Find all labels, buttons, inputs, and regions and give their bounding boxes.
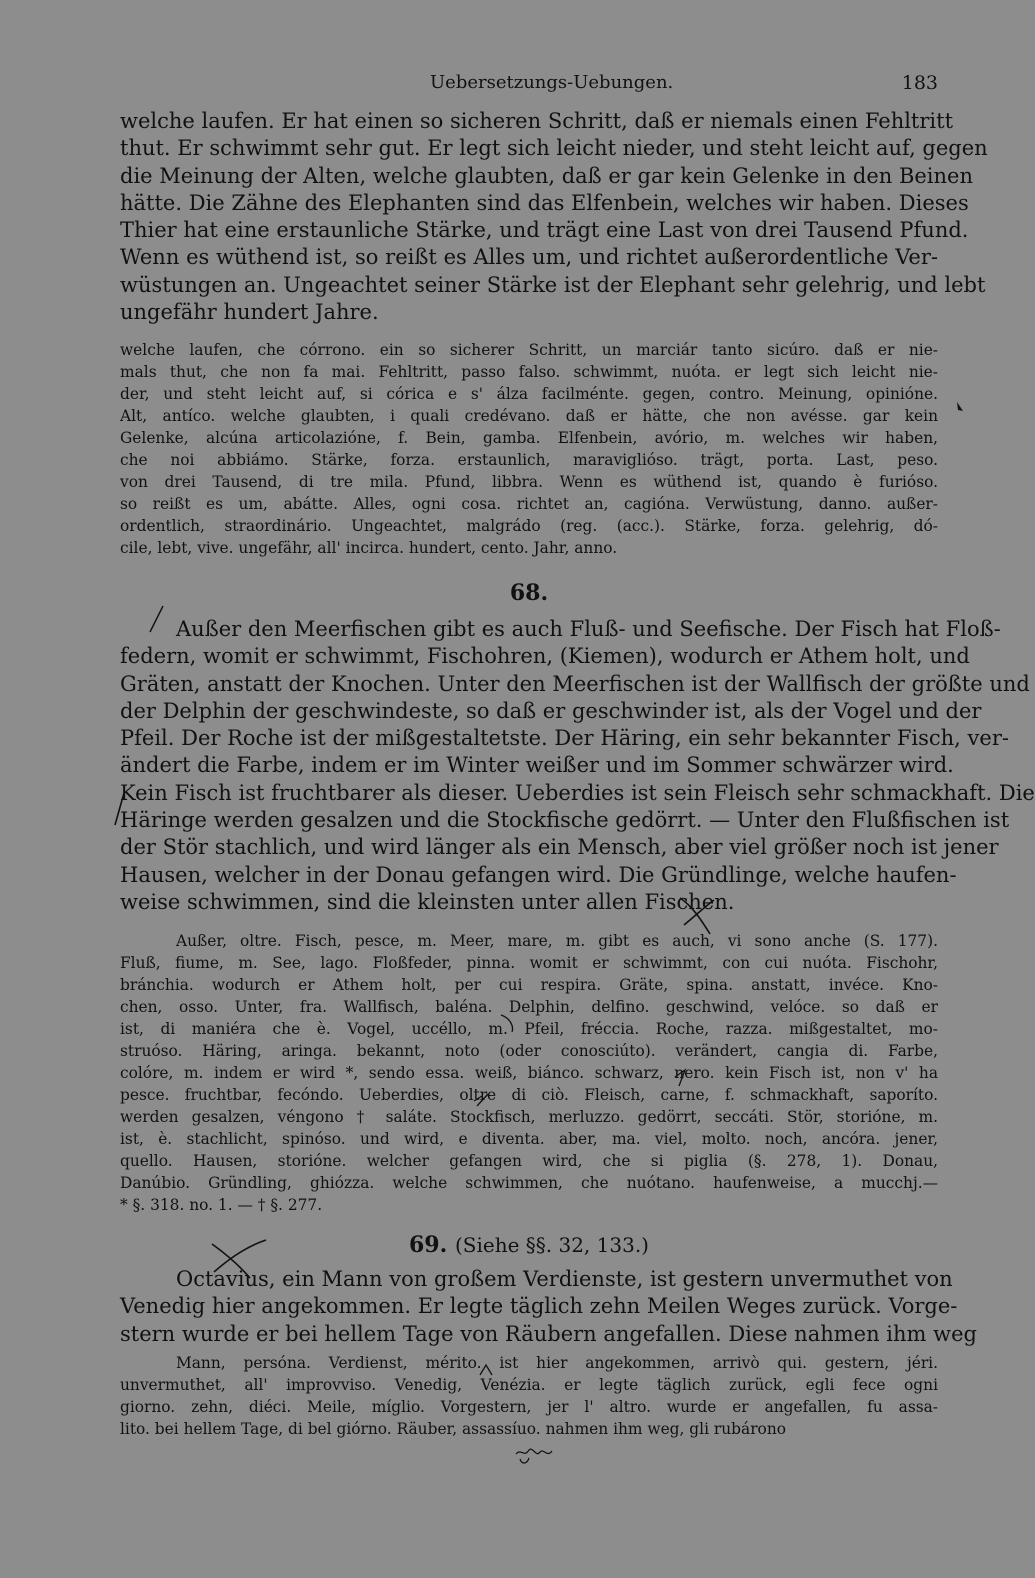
note-line: unvermuthet, all' improvviso. Venedig, Venézia. er legte täglich zurück, egli fece ogni — [120, 1376, 938, 1394]
note-line: ordentlich, straordinário. Ungeachtet, malgrádo (reg. (acc.). Stärke, forza. gelehrig, dó- — [120, 517, 938, 535]
text-line: weise schwimmen, sind die kleinsten unter allen Fischen. — [120, 889, 735, 914]
text-line: welche laufen. Er hat einen so sicheren Schritt, daß er niemals einen Fehltritt — [120, 109, 954, 133]
text-line: thut. Er schwimmt sehr gut. Er legt sich leicht nieder, und steht leicht auf, gegen — [120, 136, 988, 161]
section-number: 69. — [409, 1232, 448, 1258]
text-line: Thier hat eine erstaunliche Stärke, und trägt eine Last von drei Tausend Pfund. — [120, 218, 969, 243]
note-line: Gelenke, alcúna articolazióne, f. Bein, gamba. Elfenbein, avório, m. welches wir haben, — [120, 429, 938, 447]
text-line: stern wurde er bei hellem Tage von Räubern angefallen. Diese nahmen ihm weg — [120, 1321, 977, 1346]
text-line: wüstungen an. Ungeachtet seiner Stärke ist der Elephant sehr gelehrig, und lebt — [120, 272, 986, 297]
text-line: ändert die Farbe, indem er im Winter weißer und im Sommer schwärzer wird. — [120, 753, 954, 778]
note-line: welche laufen, che córrono. ein so sicherer Schritt, un marciár tanto sicúro. daß er nie- — [120, 341, 938, 359]
note-line: ist, di maniéra che è. Vogel, uccéllo, m. Pfeil, fréccia. Roche, razza. mißgestaltet, mo- — [120, 1020, 938, 1038]
text-line: Außer den Meerfischen gibt es auch Fluß- und Seefische. Der Fisch hat Floß- — [176, 617, 1001, 641]
text-line: Häringe werden gesalzen und die Stockfische gedörrt. — Unter den Flußfischen ist — [120, 808, 1010, 833]
running-header — [120, 72, 938, 102]
exercise-69-vocabulary-notes — [120, 1352, 938, 1440]
note-line: von drei Tausend, di tre mila. Pfund, libbra. Wenn es wüthend ist, quando è furióso. — [120, 473, 938, 491]
note-line: lito. bei hellem Tage, di bel giórno. Räuber, assassíuo. nahmen ihm weg, gli rubárono — [120, 1420, 786, 1438]
page-number: 183 — [901, 72, 938, 94]
text-line: Gräten, anstatt der Knochen. Unter den Meerfischen ist der Wallfisch der größte und — [120, 671, 1030, 696]
note-line: * §. 318. no. 1. — † §. 277. — [120, 1196, 323, 1214]
note-line: Außer, oltre. Fisch, pesce, m. Meer, mare, m. gibt es auch, vi sono anche (S. 177). — [176, 932, 938, 950]
note-line: mals thut, che non fa mai. Fehltritt, passo falso. schwimmt, nuóta. er legt sich leicht nie- — [120, 363, 938, 381]
note-line: der, und steht leicht auf, si córica e s' álza facilménte. gegen, contro. Meinung, opinióne. — [120, 385, 938, 403]
note-line: Alt, antíco. welche glaubten, i quali credévano. daß er hätte, che non avésse. gar kein — [120, 407, 938, 425]
note-line: werden gesalzen, véngono † saláte. Stockfisch, merluzzo. gedörrt, seccáti. Stör, storióne, m. — [120, 1108, 938, 1126]
section-69-heading — [120, 1230, 938, 1260]
text-line: federn, womit er schwimmt, Fischohren, (Kiemen), wodurch er Athem holt, und — [120, 644, 970, 669]
note-line: bránchia. wodurch er Athem holt, per cui respira. Gräte, spina. anstatt, invéce. Kno- — [120, 976, 938, 994]
text-line: Pfeil. Der Roche ist der mißgestaltetste. Der Häring, ein sehr bekannter Fisch, ver- — [120, 726, 1009, 751]
text-line: die Meinung der Alten, welche glaubten, daß er gar kein Gelenke in den Beinen — [120, 163, 974, 188]
note-line: pesce. fruchtbar, fecóndo. Ueberdies, oltre di ciò. Fleisch, carne, f. schmackhaft, saporíto. — [120, 1086, 938, 1104]
text-line: ungefähr hundert Jahre. — [120, 300, 379, 325]
note-line: chen, osso. Unter, fra. Wallfisch, baléna. Delphin, delfino. geschwind, velóce. so daß er — [120, 998, 938, 1016]
note-line: cile, lebt, vive. ungefähr, all' incirca. hundert, cento. Jahr, anno. — [120, 539, 618, 557]
text-line: Hausen, welcher in der Donau gefangen wird. Die Gründlinge, welche haufen- — [120, 862, 957, 887]
note-line: struóso. Häring, aringa. bekannt, noto (oder conosciúto). verändert, cangia di. Farbe, — [120, 1042, 938, 1060]
note-line: che noi abbiámo. Stärke, forza. erstaunlich, maraviglióso. trägt, porta. Last, peso. — [120, 451, 938, 469]
pencil-scribble-mark — [516, 1449, 552, 1463]
exercise-68-text — [120, 616, 1035, 916]
text-line: Octavius, ein Mann von großem Verdienste, ist gestern unvermuthet von — [176, 1267, 953, 1291]
text-line: hätte. Die Zähne des Elephanten sind das Elfenbein, welches wir haben. Dieses — [120, 190, 969, 215]
note-line: Danúbio. Gründling, ghiózza. welche schwimmen, che nuótano. haufenweise, a mucchj.— — [120, 1174, 938, 1192]
margin-arrow-icon — [957, 402, 963, 411]
exercise-67-continued-text — [120, 108, 988, 326]
exercise-69-text — [120, 1266, 977, 1348]
note-line: Fluß, fiume, m. See, lago. Floßfeder, pinna. womit er schwimmt, con cui nuóta. Fischohr, — [120, 954, 938, 972]
running-header-title: Uebersetzungs-Uebungen. — [430, 72, 674, 93]
note-line: ist, è. stachlicht, spinóso. und wird, e diventa. aber, ma. viel, molto. noch, ancóra. jener, — [120, 1130, 938, 1148]
note-line: so reißt es um, abátte. Alles, ogni cosa. richtet an, cagióna. Verwüstung, danno. außer- — [120, 495, 938, 513]
exercise-67-vocabulary-notes — [120, 339, 938, 559]
text-line: Wenn es wüthend ist, so reißt es Alles um, und richtet außerordentliche Ver- — [120, 245, 938, 270]
note-line: giorno. zehn, diéci. Meile, míglio. Vorgestern, jer l' altro. wurde er angefallen, fu assa- — [120, 1398, 938, 1416]
section-cross-reference: (Siehe §§. 32, 133.) — [454, 1233, 649, 1257]
text-line: Kein Fisch ist fruchtbarer als dieser. Ueberdies ist sein Fleisch sehr schmackhaft. Die — [120, 780, 1035, 805]
text-line: der Stör stachlich, und wird länger als ein Mensch, aber viel größer noch ist jener — [120, 835, 999, 860]
note-line: colóre, m. indem er wird *, sendo essa. weiß, biánco. schwarz, nero. kein Fisch ist, non v' ha — [120, 1064, 938, 1082]
section-68-heading — [120, 578, 938, 608]
note-line: Mann, persóna. Verdienst, mérito. ist hier angekommen, arrivò qui. gestern, jéri. — [176, 1354, 938, 1372]
text-line: Venedig hier angekommen. Er legte täglich zehn Meilen Weges zurück. Vorge- — [120, 1294, 958, 1319]
exercise-68-vocabulary-notes — [120, 930, 938, 1216]
note-line: quello. Hausen, storióne. welcher gefangen wird, che si piglia (§. 278, 1). Donau, — [120, 1152, 938, 1170]
text-line: der Delphin der geschwindeste, so daß er geschwinder ist, als der Vogel und der — [120, 698, 982, 723]
section-number: 68. — [509, 580, 549, 606]
